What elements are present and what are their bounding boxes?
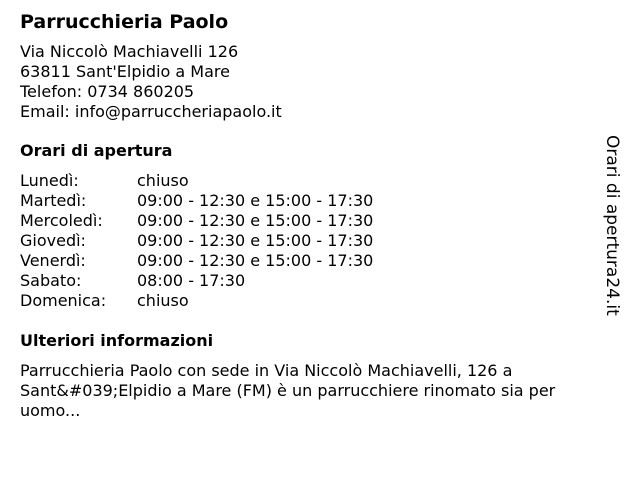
- day-hours: 08:00 - 17:30: [137, 271, 246, 290]
- email-address: Email: info@parruccheriapaolo.it: [20, 102, 282, 121]
- city-address: 63811 Sant'Elpidio a Mare: [20, 62, 230, 81]
- day-hours: 09:00 - 12:30 e 15:00 - 17:30: [137, 251, 374, 270]
- day-label: Giovedì:: [20, 231, 86, 250]
- business-card: [20, 10, 600, 421]
- day-label: Lunedì:: [20, 171, 79, 190]
- info-heading: Ulteriori informazioni: [20, 331, 214, 350]
- day-label: Mercoledì:: [20, 211, 103, 230]
- day-label: Sabato:: [20, 271, 82, 290]
- watermark-label: Orari di apertura24.it: [602, 135, 622, 316]
- day-label: Domenica:: [20, 291, 107, 310]
- day-hours: chiuso: [137, 291, 189, 310]
- day-hours: 09:00 - 12:30 e 15:00 - 17:30: [137, 231, 374, 250]
- hours-row-tuesday: [20, 191, 600, 211]
- opening-hours-table: [20, 171, 600, 311]
- day-hours: 09:00 - 12:30 e 15:00 - 17:30: [137, 211, 374, 230]
- hours-row-friday: [20, 251, 600, 271]
- info-description: Parrucchieria Paolo con sede in Via Niccolò Machiavelli, 126 a Sant&#039;Elpidio a Mare (FM) è un parrucchiere rinomato sia per uomo...: [20, 361, 556, 420]
- day-label: Martedì:: [20, 191, 87, 210]
- hours-row-sunday: [20, 291, 600, 311]
- street-address: Via Niccolò Machiavelli 126: [20, 42, 239, 61]
- hours-heading: Orari di apertura: [20, 141, 173, 160]
- day-hours: chiuso: [137, 171, 189, 190]
- hours-row-wednesday: [20, 211, 600, 231]
- hours-row-monday: [20, 171, 600, 191]
- contact-block: [20, 42, 600, 122]
- day-hours: 09:00 - 12:30 e 15:00 - 17:30: [137, 191, 374, 210]
- hours-row-saturday: [20, 271, 600, 291]
- day-label: Venerdì:: [20, 251, 86, 270]
- phone-number: Telefon: 0734 860205: [20, 82, 195, 101]
- business-name: Parrucchieria Paolo: [20, 11, 229, 33]
- hours-row-thursday: [20, 231, 600, 251]
